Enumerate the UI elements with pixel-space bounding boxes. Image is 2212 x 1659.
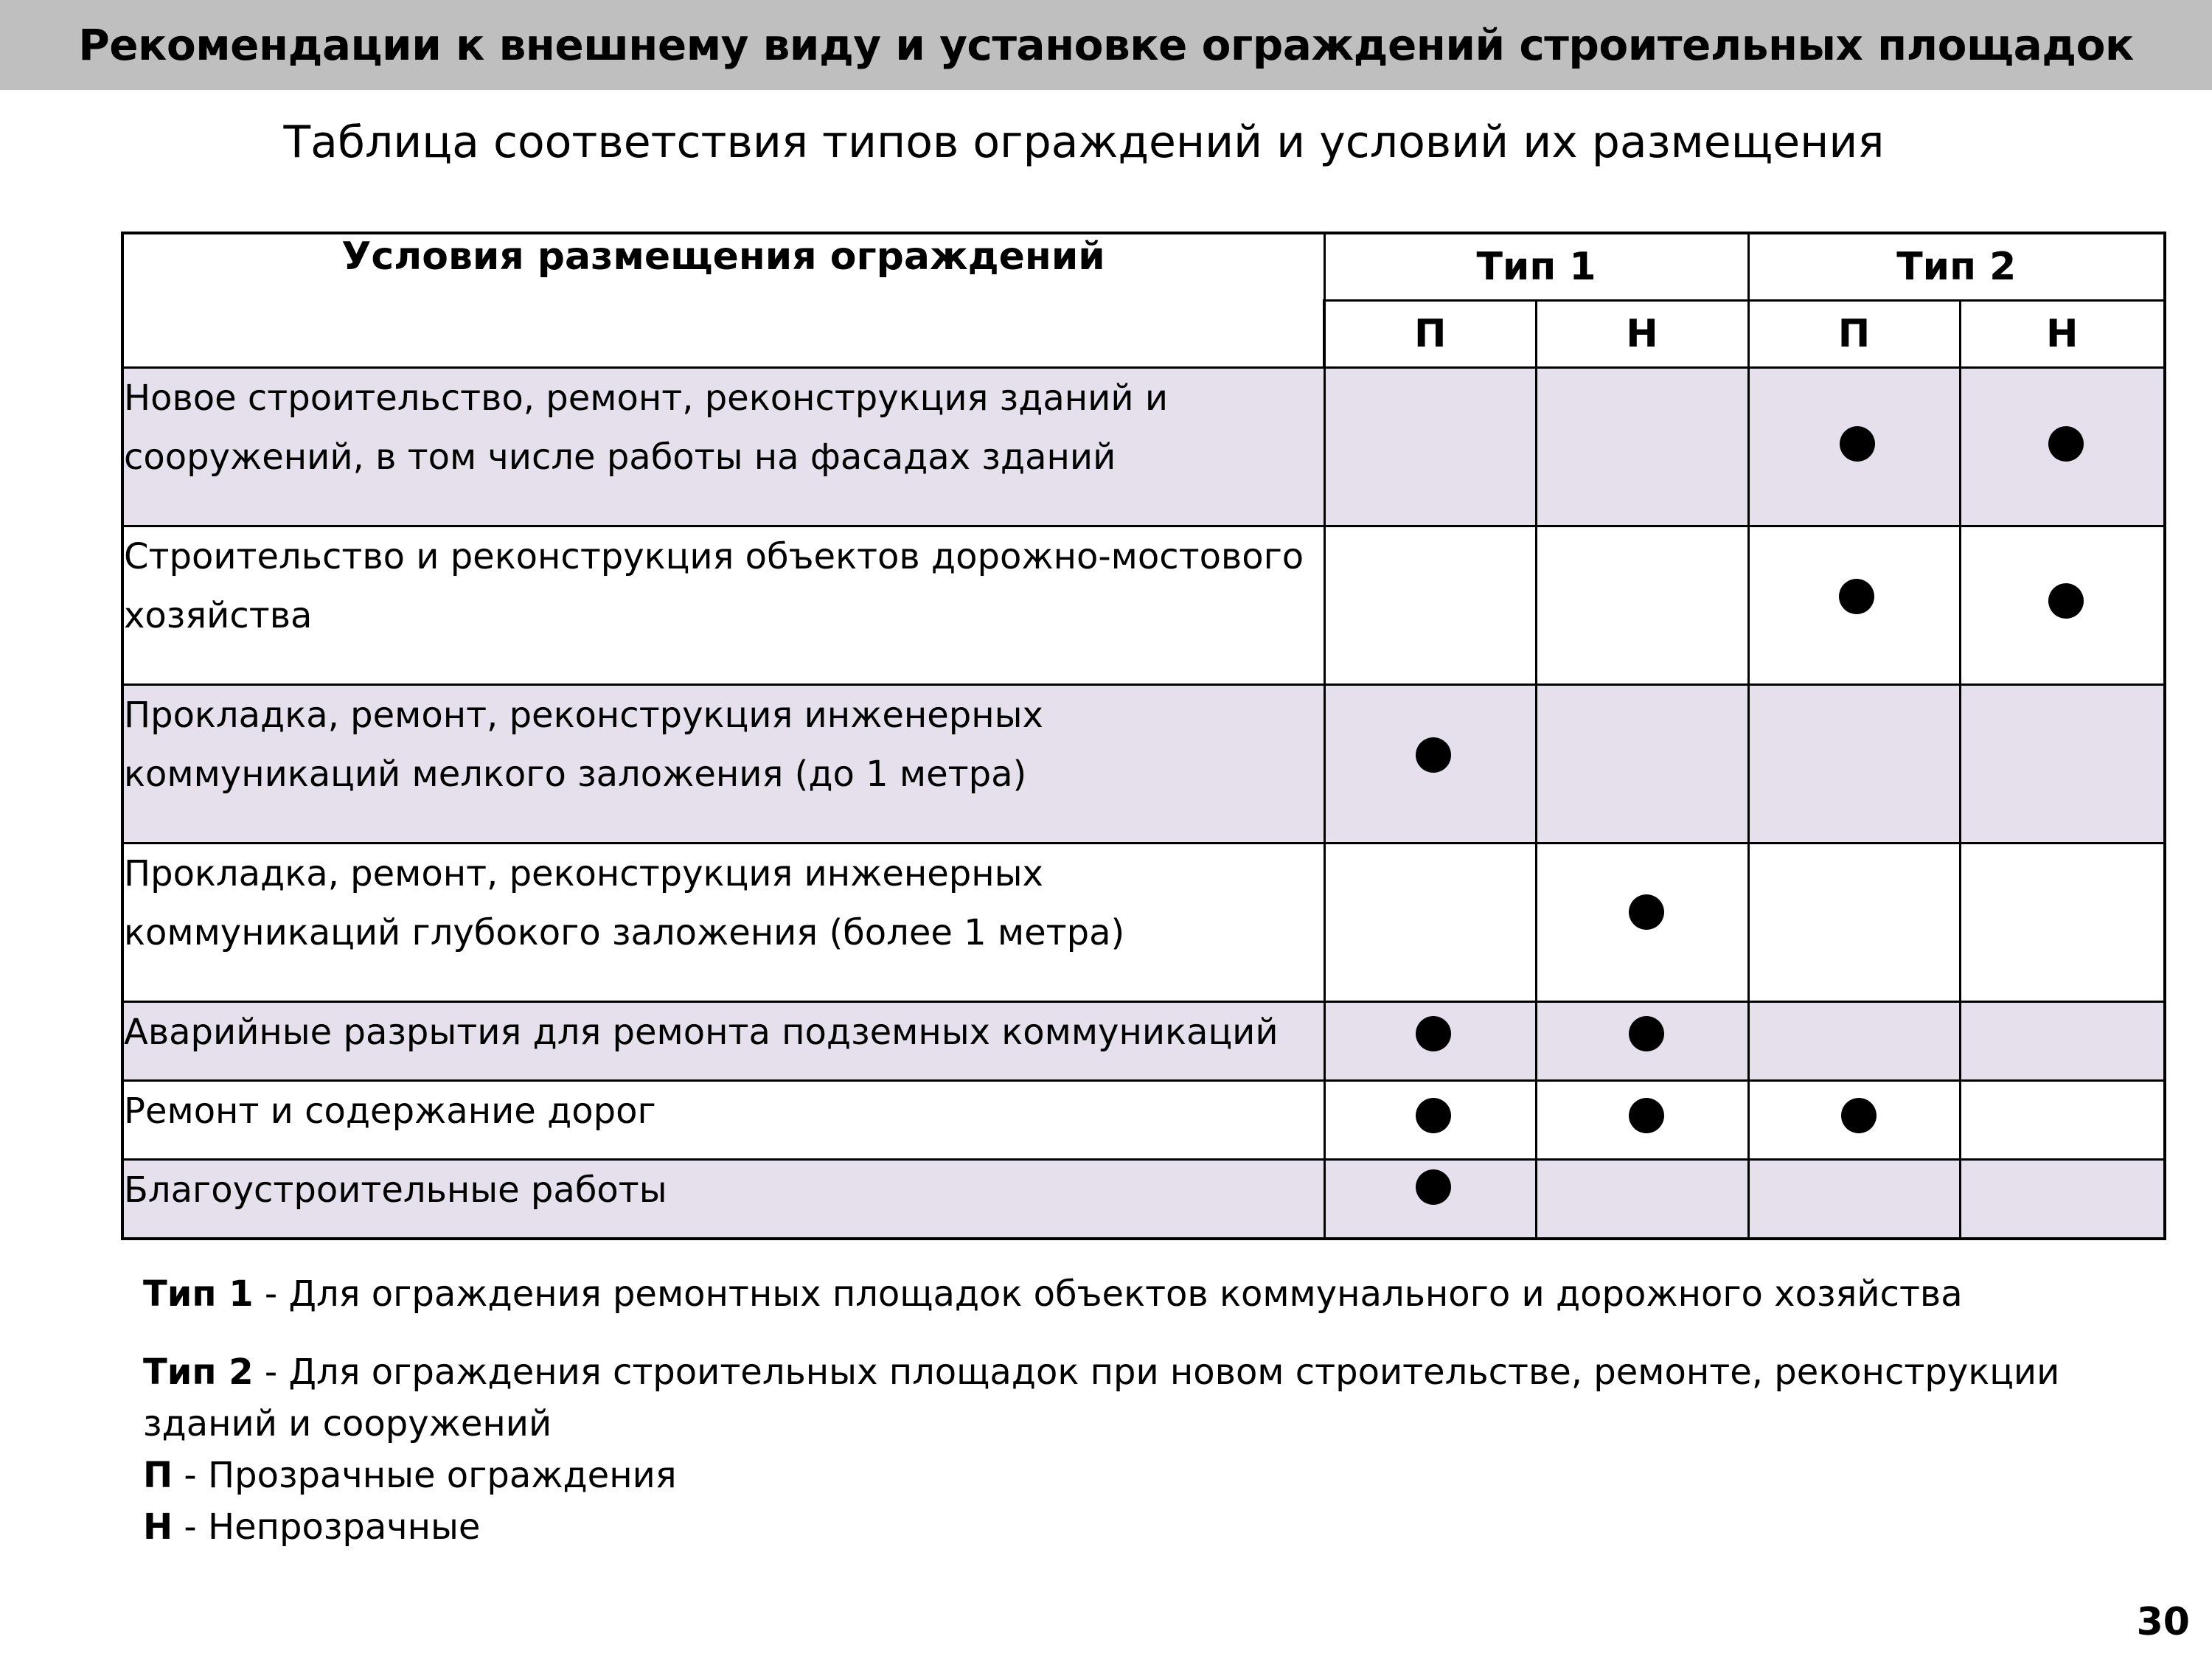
- condition-text-line: Аварийные разрытия для ремонта подземных коммуникаций: [124, 1012, 1279, 1053]
- type1-column-header: Тип 1: [1324, 233, 1748, 301]
- mark-cell: [1536, 368, 1748, 526]
- mark-cell: [1748, 844, 1960, 1002]
- mark-cell: [1324, 526, 1536, 685]
- bullet-mark-icon: [1629, 1016, 1664, 1051]
- table-row: [122, 526, 2165, 685]
- condition-text-line: коммуникаций глубокого заложения (более 1 метра): [124, 912, 1125, 953]
- mark-cell: [1324, 685, 1536, 844]
- mark-cell: [1324, 1160, 1536, 1239]
- mark-cell: [1960, 844, 2165, 1002]
- table-row: [122, 844, 2165, 1002]
- condition-text-line: Ремонт и содержание дорог: [124, 1091, 656, 1132]
- table-row: [122, 685, 2165, 844]
- legend-text: - Для ограждения ремонтных площадок объектов коммунального и дорожного хозяйства: [253, 1273, 1963, 1315]
- condition-cell: [122, 1160, 1324, 1239]
- legend-type2: [143, 1346, 2149, 1450]
- table-row: [122, 1081, 2165, 1160]
- condition-cell: [122, 685, 1324, 844]
- header-bar: [0, 0, 2212, 90]
- bullet-mark-icon: [1416, 1016, 1451, 1051]
- bullet-mark-icon: [2048, 426, 2084, 462]
- type2-transparent-header: П: [1748, 301, 1960, 368]
- condition-text-line: Новое строительство, ремонт, реконструкция зданий и: [124, 378, 1169, 419]
- bullet-mark-icon: [1416, 737, 1451, 773]
- condition-cell: [122, 1081, 1324, 1160]
- condition-text-line: коммуникаций мелкого заложения (до 1 метра): [124, 754, 1027, 795]
- legend-term: Н: [143, 1506, 173, 1548]
- legend-opaque: [143, 1501, 2149, 1553]
- page-title: Рекомендации к внешнему виду и установке ограждений строительных площадок: [78, 20, 2134, 70]
- type2-column-header: Тип 2: [1748, 233, 2165, 301]
- condition-cell: [122, 1002, 1324, 1081]
- mark-cell: [1960, 1160, 2165, 1239]
- table-row: [122, 1160, 2165, 1239]
- legend-term: П: [143, 1455, 173, 1496]
- legend-type1: [143, 1268, 2149, 1320]
- condition-text-line: Прокладка, ремонт, реконструкция инженерных: [124, 853, 1043, 894]
- mark-cell: [1536, 1002, 1748, 1081]
- condition-cell: [122, 368, 1324, 526]
- fence-conditions-table: [121, 232, 2166, 1240]
- mark-cell: [1960, 685, 2165, 844]
- mark-cell: [1536, 1160, 1748, 1239]
- condition-text-line: сооружений, в том числе работы на фасадах зданий: [124, 437, 1116, 478]
- mark-cell: [1960, 1002, 2165, 1081]
- bullet-mark-icon: [2048, 583, 2084, 619]
- mark-cell: [1324, 844, 1536, 1002]
- legend-text: - Прозрачные ограждения: [173, 1455, 677, 1496]
- condition-cell: [122, 526, 1324, 685]
- bullet-mark-icon: [1839, 579, 1874, 614]
- legend-text: - Непрозрачные: [173, 1506, 481, 1548]
- condition-column-header: Условия размещения ограждений: [122, 233, 1324, 368]
- legend-term: Тип 1: [143, 1273, 254, 1315]
- bullet-mark-icon: [1416, 1169, 1451, 1205]
- table-row: [122, 1002, 2165, 1081]
- mark-cell: [1960, 526, 2165, 685]
- type2-opaque-header: Н: [1960, 301, 2165, 368]
- mark-cell: [1324, 1081, 1536, 1160]
- condition-text-line: Благоустроительные работы: [124, 1169, 667, 1211]
- bullet-mark-icon: [1629, 894, 1664, 930]
- bullet-mark-icon: [1629, 1098, 1664, 1133]
- legend-notes: [143, 1268, 2149, 1553]
- mark-cell: [1536, 526, 1748, 685]
- legend-text: - Для ограждения строительных площадок при новом строительстве, ремонте, реконструкции зданий и сооружений: [143, 1352, 2060, 1444]
- mark-cell: [1536, 844, 1748, 1002]
- mark-cell: [1748, 1002, 1960, 1081]
- condition-text-line: хозяйства: [124, 595, 313, 636]
- type1-transparent-header: П: [1324, 301, 1536, 368]
- table-row: [122, 368, 2165, 526]
- type1-opaque-header: Н: [1536, 301, 1748, 368]
- condition-text-line: Строительство и реконструкция объектов дорожно-мостового: [124, 536, 1304, 577]
- condition-text-line: Прокладка, ремонт, реконструкция инженерных: [124, 695, 1043, 736]
- mark-cell: [1748, 526, 1960, 685]
- mark-cell: [1324, 368, 1536, 526]
- mark-cell: [1536, 685, 1748, 844]
- bullet-mark-icon: [1416, 1098, 1451, 1133]
- bullet-mark-icon: [1840, 426, 1875, 462]
- mark-cell: [1324, 1002, 1536, 1081]
- mark-cell: [1748, 1160, 1960, 1239]
- legend-transparent: [143, 1450, 2149, 1501]
- legend-term: Тип 2: [143, 1352, 254, 1393]
- mark-cell: [1960, 368, 2165, 526]
- mark-cell: [1748, 1081, 1960, 1160]
- mark-cell: [1536, 1081, 1748, 1160]
- mark-cell: [1748, 685, 1960, 844]
- bullet-mark-icon: [1841, 1098, 1877, 1133]
- table-title: Таблица соответствия типов ограждений и условий их размещения: [283, 116, 1885, 168]
- mark-cell: [1960, 1081, 2165, 1160]
- condition-cell: [122, 844, 1324, 1002]
- page-number: 30: [2136, 1600, 2190, 1644]
- mark-cell: [1748, 368, 1960, 526]
